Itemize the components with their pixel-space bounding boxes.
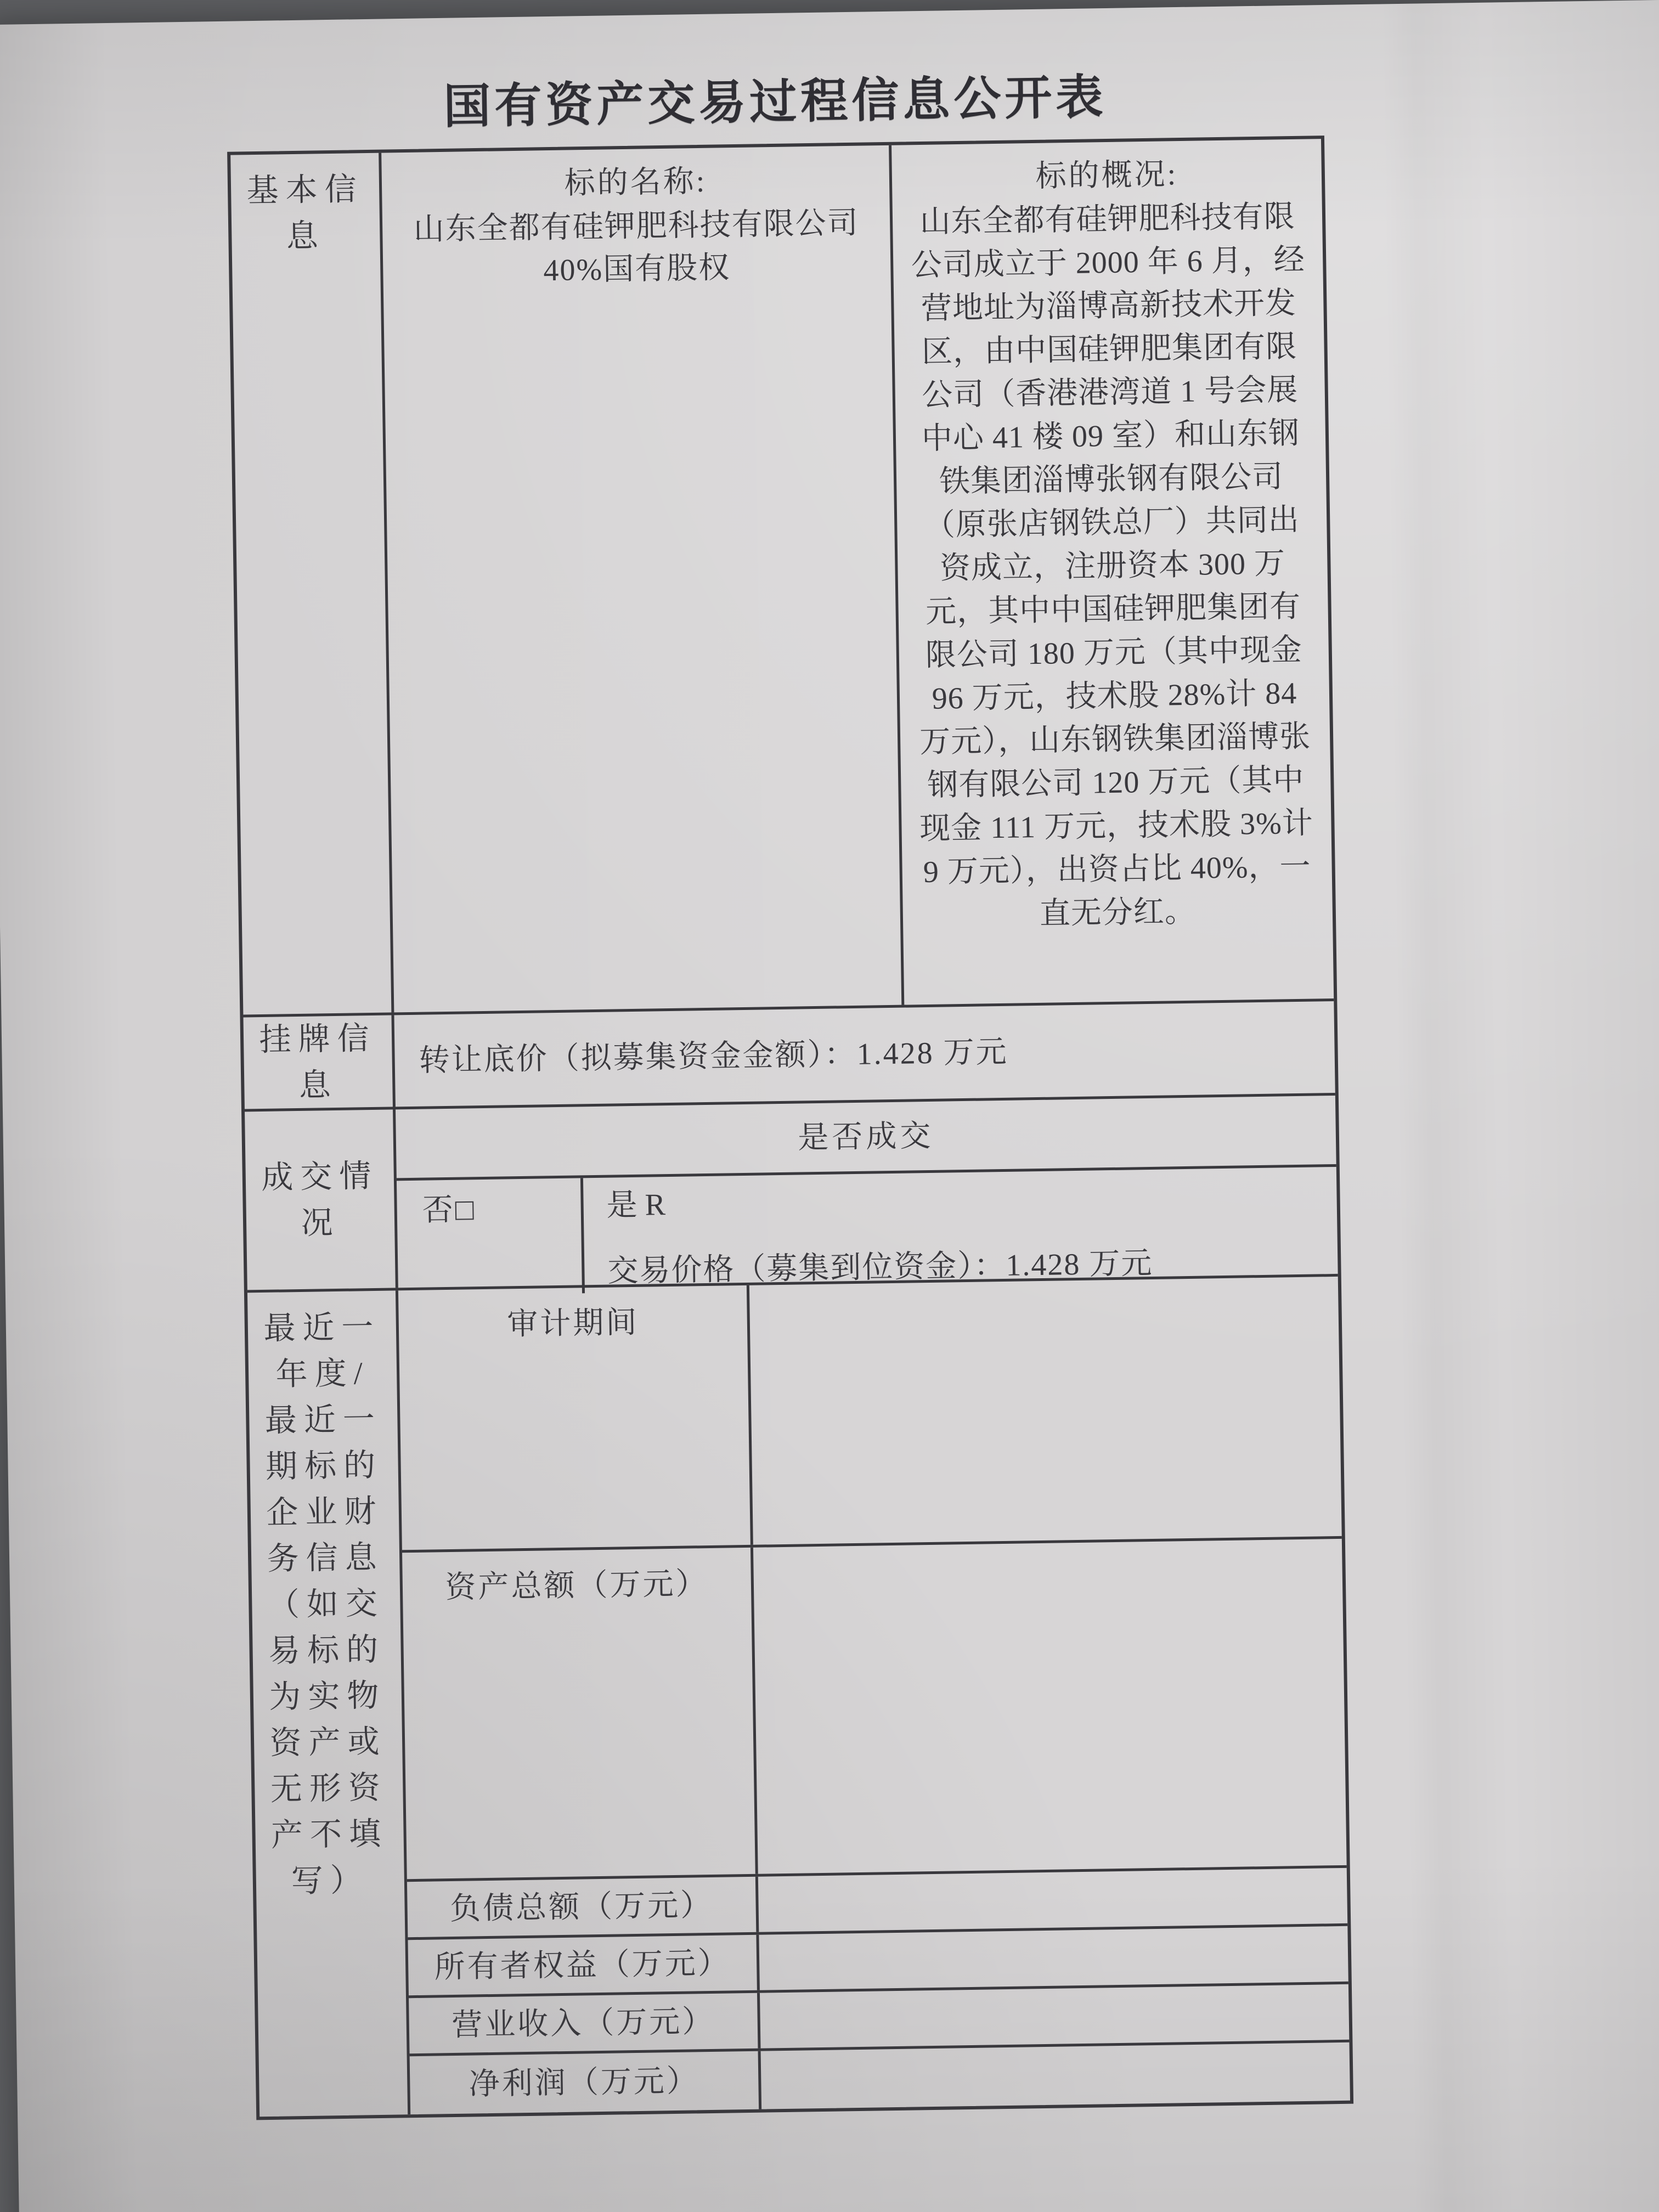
deal-yes-checkbox: 是 R: [606, 1188, 666, 1223]
target-overview-cell: [891, 139, 1334, 1005]
listing-floor-price: 转让底价（拟募集资金金额）：1.428 万元: [391, 1001, 1335, 1107]
fin-value-owners-equity: [759, 1926, 1348, 1990]
fin-label-audit-period: 审计期间: [398, 1285, 753, 1550]
financial-table: [396, 1277, 1350, 2114]
deal-info-row-label-text: 成交情况: [261, 1158, 379, 1241]
fin-value-operating-revenue: [760, 1984, 1349, 2049]
listing-info-row-label-text: 挂牌信息: [259, 1020, 377, 1103]
row-deal-info: [245, 1096, 1338, 1293]
fin-value-net-profit: [761, 2042, 1350, 2109]
financial-info-row-label: 最近一年度/最近一期标的企业财务信息（如交易标的为实物资产或无形资产不填写）: [263, 1308, 388, 1899]
target-name: 山东全都有硅钾肥科技有限公司 40%国有股权: [413, 206, 860, 288]
fin-value-audit-period: [749, 1277, 1342, 1545]
fin-label-owners-equity: 所有者权益（万元）: [408, 1935, 759, 1995]
deal-answer-row: [397, 1167, 1338, 1296]
fin-label-net-profit: 净利润（万元）: [410, 2051, 762, 2114]
target-overview: 山东全都有硅钾肥科技有限公司成立于 2000 年 6 月，经营地址为淄博高新技术开发区，由中国硅钾肥集团有限公司（香港港湾道 1 号会展中心 41 楼 09 室）和山东钢铁集团淄博张钢有限公司（原张店钢铁总厂）共同出资成立，注册资本 300 万元，其中中国硅钾肥集团有限公司 180 万元（其中现金 96 万元，技术股 28%计 84 万元），山东钢铁集团淄博张钢有限公司 120 万元（其中现金 111 万元，技术股 3%计 9 万元），出资占比 40%，一直无分红。: [911, 199, 1314, 931]
fin-label-total-assets: 资产总额（万元）: [402, 1548, 758, 1879]
deal-no-checkbox: 否□: [397, 1178, 585, 1296]
fin-value-total-liabilities: [758, 1868, 1347, 1932]
disclosure-form-table: [227, 136, 1353, 2120]
target-overview-label: 标的概况:: [1035, 157, 1178, 194]
listing-info-row-label: [244, 1015, 393, 1109]
row-basic-info: [230, 139, 1334, 1017]
row-financial-info: [247, 1277, 1350, 2117]
fin-label-operating-revenue: 营业收入（万元）: [409, 1993, 760, 2053]
page-title: 国有资产交易过程信息公开表: [443, 70, 1108, 133]
deal-yes-cell: [583, 1167, 1338, 1293]
deal-price: 交易价格（募集到位资金）：1.428 万元: [607, 1246, 1153, 1289]
deal-closed-question: 是否成交: [396, 1096, 1336, 1181]
deal-info-row-label: [245, 1109, 396, 1290]
target-name-label: 标的名称:: [564, 164, 707, 201]
fin-value-total-assets: [753, 1539, 1347, 1874]
row-listing-info: [244, 1001, 1335, 1111]
target-name-cell: [379, 145, 904, 1013]
fin-row-total-assets: [402, 1539, 1347, 1882]
deal-info-cells: [393, 1096, 1338, 1288]
fin-label-total-liabilities: 负债总额（万元）: [407, 1877, 759, 1937]
fin-row-audit-period: [398, 1277, 1342, 1553]
basic-info-row-label: 基本信息: [246, 171, 364, 255]
